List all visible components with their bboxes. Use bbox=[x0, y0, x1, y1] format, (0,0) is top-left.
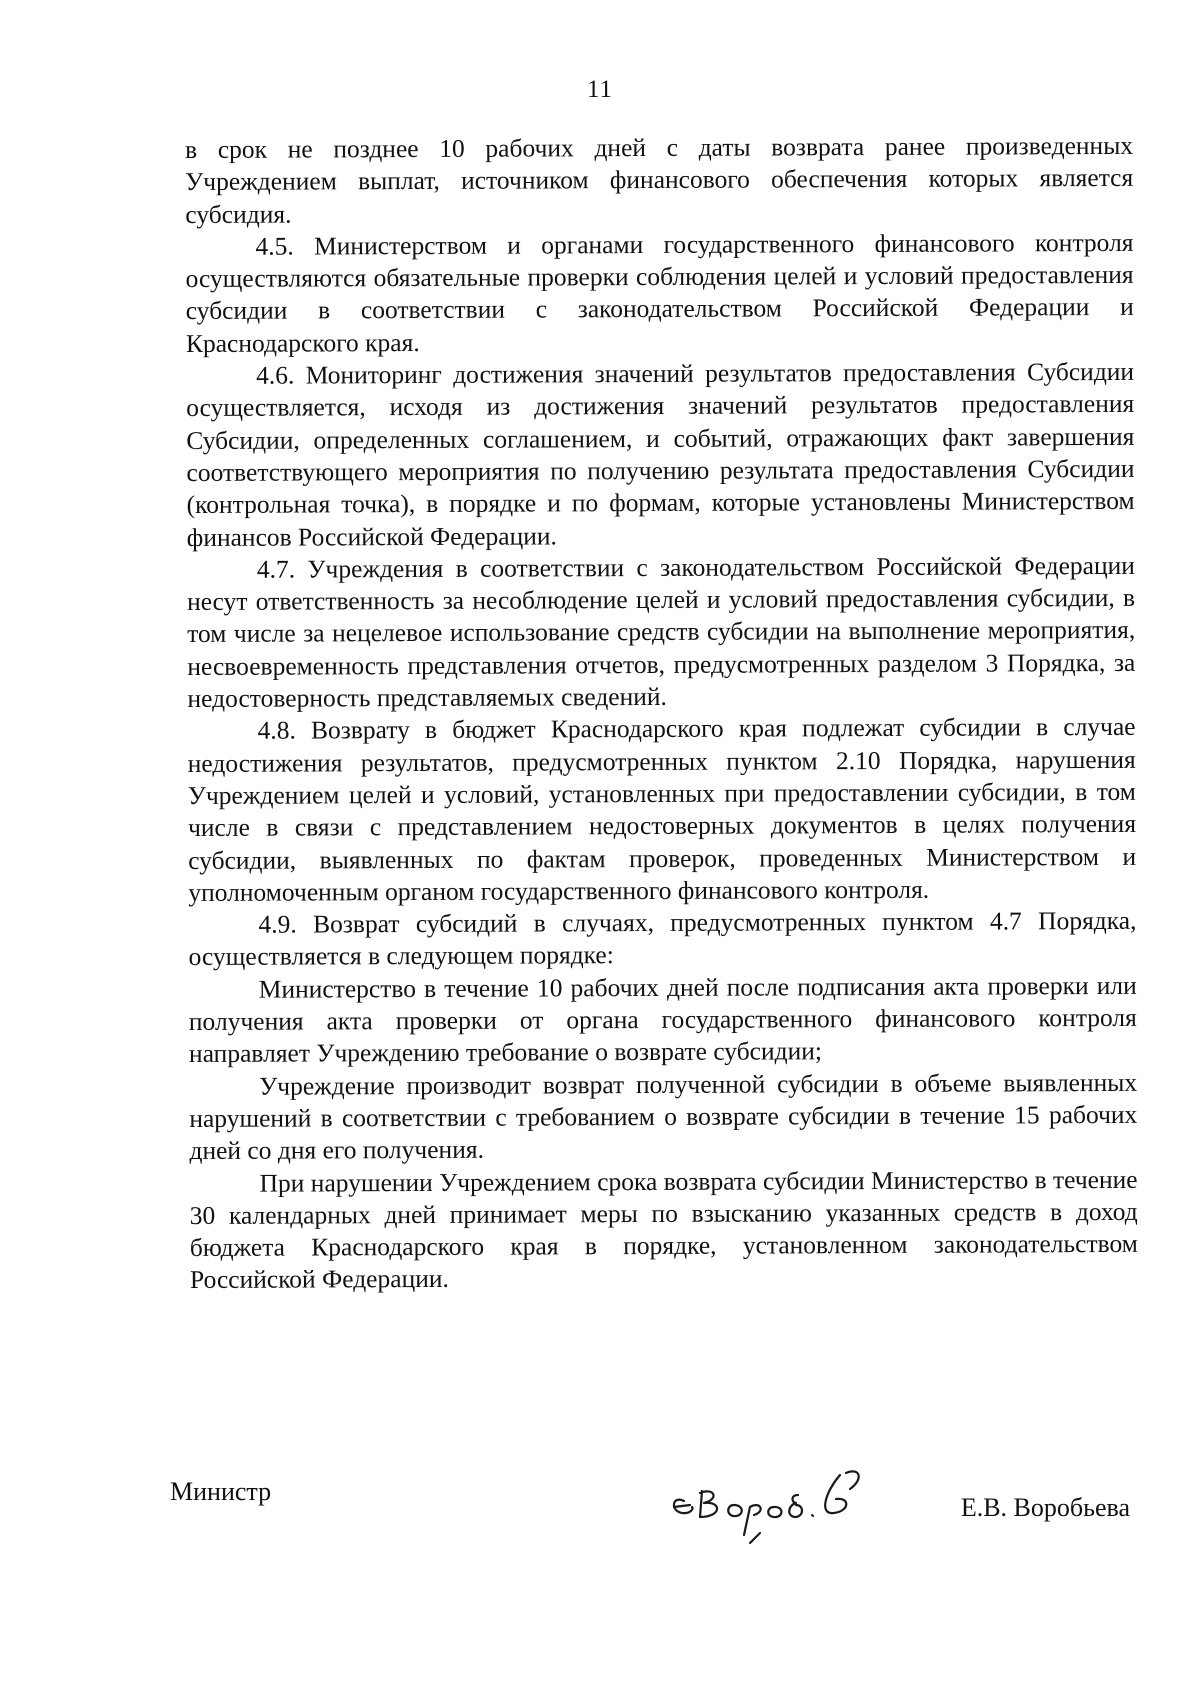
paragraph-4-5: 4.5. Министерством и органами государственного финансового контроля осуществляются обязательные проверки соблюдения целей и условий предоставления субсидии в соответствии с законодательством Российской Федерации и Краснодарского края. bbox=[185, 227, 1134, 358]
paragraph-4-9: 4.9. Возврат субсидий в случаях, предусмотренных пунктом 4.7 Порядка, осуществляется в следующем порядке: bbox=[188, 905, 1137, 972]
paragraph-4-6: 4.6. Мониторинг достижения значений результатов предоставления Субсидии осуществляется, исходя из достижения значений результатов предоставления Субсидии, определенных соглашением, и событий, отражающих факт завершения соответствующего мероприятия по получению результата предоставления Субсидии (контрольная точка), в порядке и по формам, которые установлены Министерством финансов Российской Федерации. bbox=[186, 356, 1135, 552]
paragraph-institution-procedure: Учреждение производит возврат полученной субсидии в объеме выявленных нарушений в соответствии с требованием о возврате субсидии в течение 15 рабочих дней со дня его получения. bbox=[189, 1067, 1138, 1166]
paragraph-4-8: 4.8. Возврату в бюджет Краснодарского края подлежат субсидии в случае недостижения результатов, предусмотренных пунктом 2.10 Порядка, нарушения Учреждением целей и условий, установленных при предоставлении субсидии, в том числе в связи с представлением недостоверных документов в целях получения субсидии, выявленных по фактам проверок, проведенных Министерством и уполномоченным органом государственного финансового контроля. bbox=[187, 712, 1137, 907]
paragraph-violation-procedure: При нарушении Учреждением срока возврата субсидии Министерство в течение 30 календарных дней принимает меры по взысканию указанных средств в доход бюджета Краснодарского края в порядке, установленном законодательством Российской Федерации. bbox=[189, 1164, 1138, 1295]
signer-name: Е.В. Воробьева bbox=[960, 1493, 1130, 1522]
paragraph-continuation: в срок не позднее 10 рабочих дней с даты возврата ранее произведенных Учреждением выплат, источником финансового обеспечения которых является субсидия. bbox=[185, 130, 1134, 229]
handwritten-signature bbox=[650, 1455, 910, 1545]
position-label: Министр bbox=[170, 1477, 272, 1506]
document-body bbox=[185, 130, 1138, 1297]
page-number: 11 bbox=[586, 76, 614, 103]
paragraph-4-7: 4.7. Учреждения в соответствии с законодательством Российской Федерации несут ответственность за несоблюдение целей и условий предоставления субсидии, в том числе за нецелевое использование средств субсидии на выполнение мероприятия, несвоевременность представления отчетов, предусмотренных разделом 3 Порядка, за недостоверность представляемых сведений. bbox=[186, 550, 1136, 714]
paragraph-ministry-procedure: Министерство в течение 10 рабочих дней после подписания акта проверки или получения акта проверки от органа государственного финансового контроля направляет Учреждению требование о возврате субсидии; bbox=[188, 970, 1137, 1069]
signature-block bbox=[170, 1455, 1130, 1565]
